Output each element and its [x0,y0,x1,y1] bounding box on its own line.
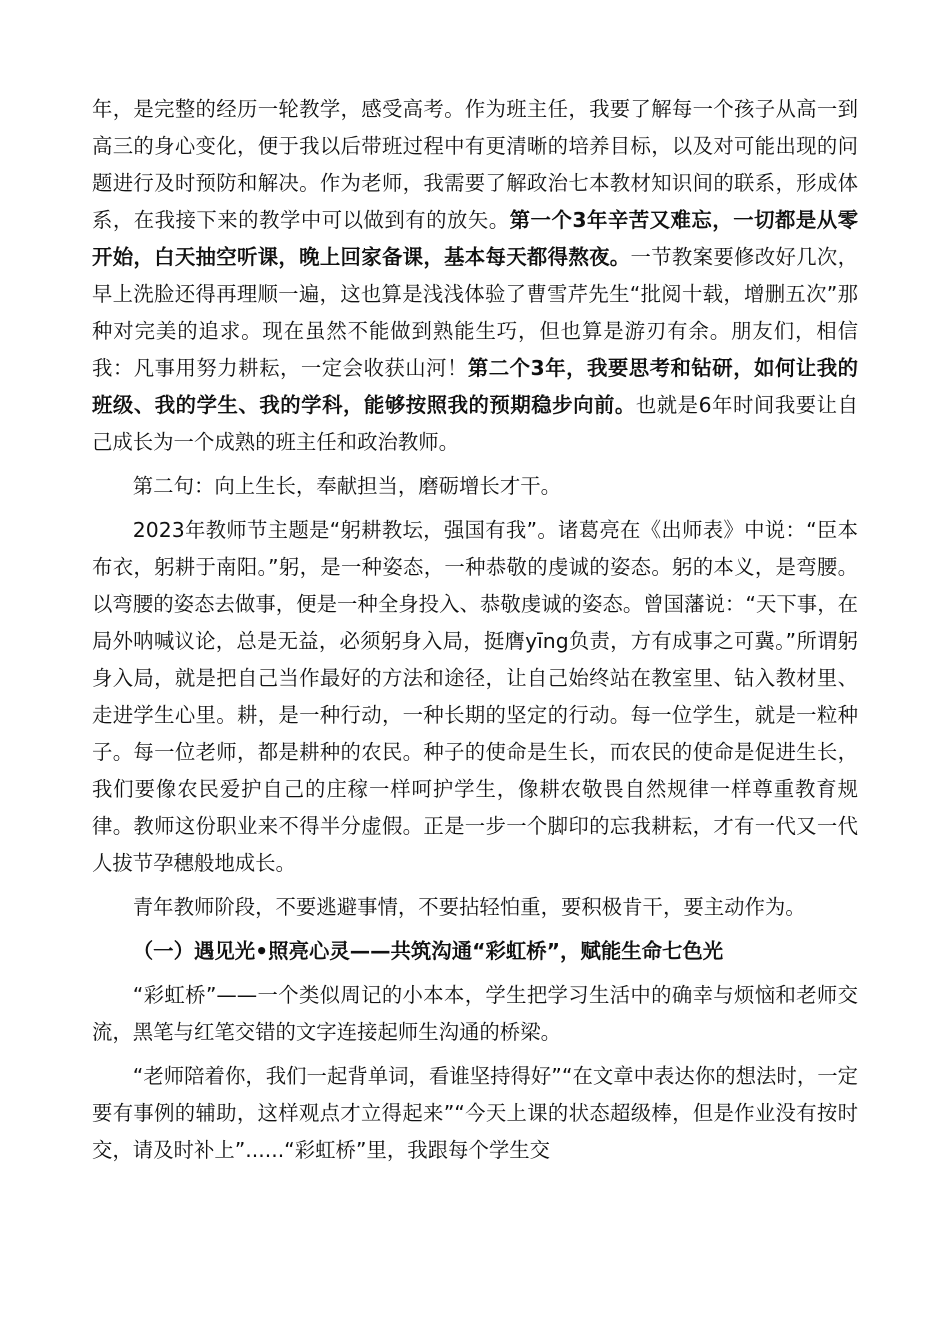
paragraph-continuation [92,91,858,461]
paragraph-teacher-notes: “老师陪着你，我们一起背单词，看谁坚持得好”“在文章中表达你的想法时，一定要有事例的辅助，这样观点才立得起来”“今天上课的状态超级棒，但是作业没有按时交，请及时补上”......“彩虹桥”里，我跟每个学生交 [92,1064,858,1162]
bold-text: 第一个3年辛苦又难忘，一切都是从零开始，白天抽空听课，晚上回家备课，基本每天都得熬夜。 [92,208,858,269]
paragraph-teachers-day: 2023年教师节主题是“躬耕教坛，强国有我”。诸葛亮在《出师表》中说：“臣本布衣，躬耕于南阳。”躬，是一种姿态，一种恭敬的虔诚的姿态。躬的本义，是弯腰。以弯腰的姿态去做事，便是一种全身投入、恭敬虔诚的姿态。曾国藩说：“天下事，在局外呐喊议论，总是无益，必须躬身入局，挺膺yīng负责，方有成事之可冀。”所谓躬身入局，就是把自己当作最好的方法和途径，让自己始终站在教室里、钻入教材里、走进学生心里。耕，是一种行动，一种长期的坚定的行动。每一位学生，就是一粒种子。每一位老师，都是耕种的农民。种子的使命是生长，而农民的使命是促进生长，我们要像农民爱护自己的庄稼一样呵护学生，像耕农敬畏自然规律一样尊重教育规律。教师这份职业来不得半分虚假。正是一步一个脚印的忘我耕耘，才有一代又一代人拔节孕穗般地成长。 [92,518,858,875]
paragraph-text: 也就是6年时间我要让自己成长为一个成熟的班主任和政治教师。 [92,393,858,454]
paragraph-rainbow-bridge: “彩虹桥”——一个类似周记的小本本，学生把学习生活中的确幸与烦恼和老师交流，黑笔与红笔交错的文字连接起师生沟通的桥梁。 [92,983,858,1044]
paragraph-text: 一节教案要修改好几次，早上洗脸还得再理顺一遍，这也算是浅浅体验了曹雪芹先生“批阅十载，增删五次”那种对完美的追求。现在虽然不能做到熟能生巧，但也算是游刃有余。朋友们，相信我：凡事用努力耕耘，一定会收获山河！ [92,245,859,380]
paragraph-text: 年，是完整的经历一轮教学，感受高考。作为班主任，我要了解每一个孩子从高一到高三的身心变化，便于我以后带班过程中有更清晰的培养目标，以及对可能出现的问题进行及时预防和解决。作为老师，我需要了解政治七本教材知识间的联系，形成体系，在我接下来的教学中可以做到有的放矢。 [92,97,858,232]
paragraph-second-point: 第二句：向上生长，奉献担当，磨砺增长才干。 [132,474,561,498]
section-heading: （一）遇见光•照亮心灵——共筑沟通“彩虹桥”，赋能生命七色光 [132,939,724,963]
bold-text: 第二个3年，我要思考和钻研，如何让我的班级、我的学生、我的学科，能够按照我的预期稳步向前。 [92,356,858,417]
paragraph-young-teacher: 青年教师阶段，不要逃避事情，不要拈轻怕重，要积极肯干，要主动作为。 [132,895,806,919]
